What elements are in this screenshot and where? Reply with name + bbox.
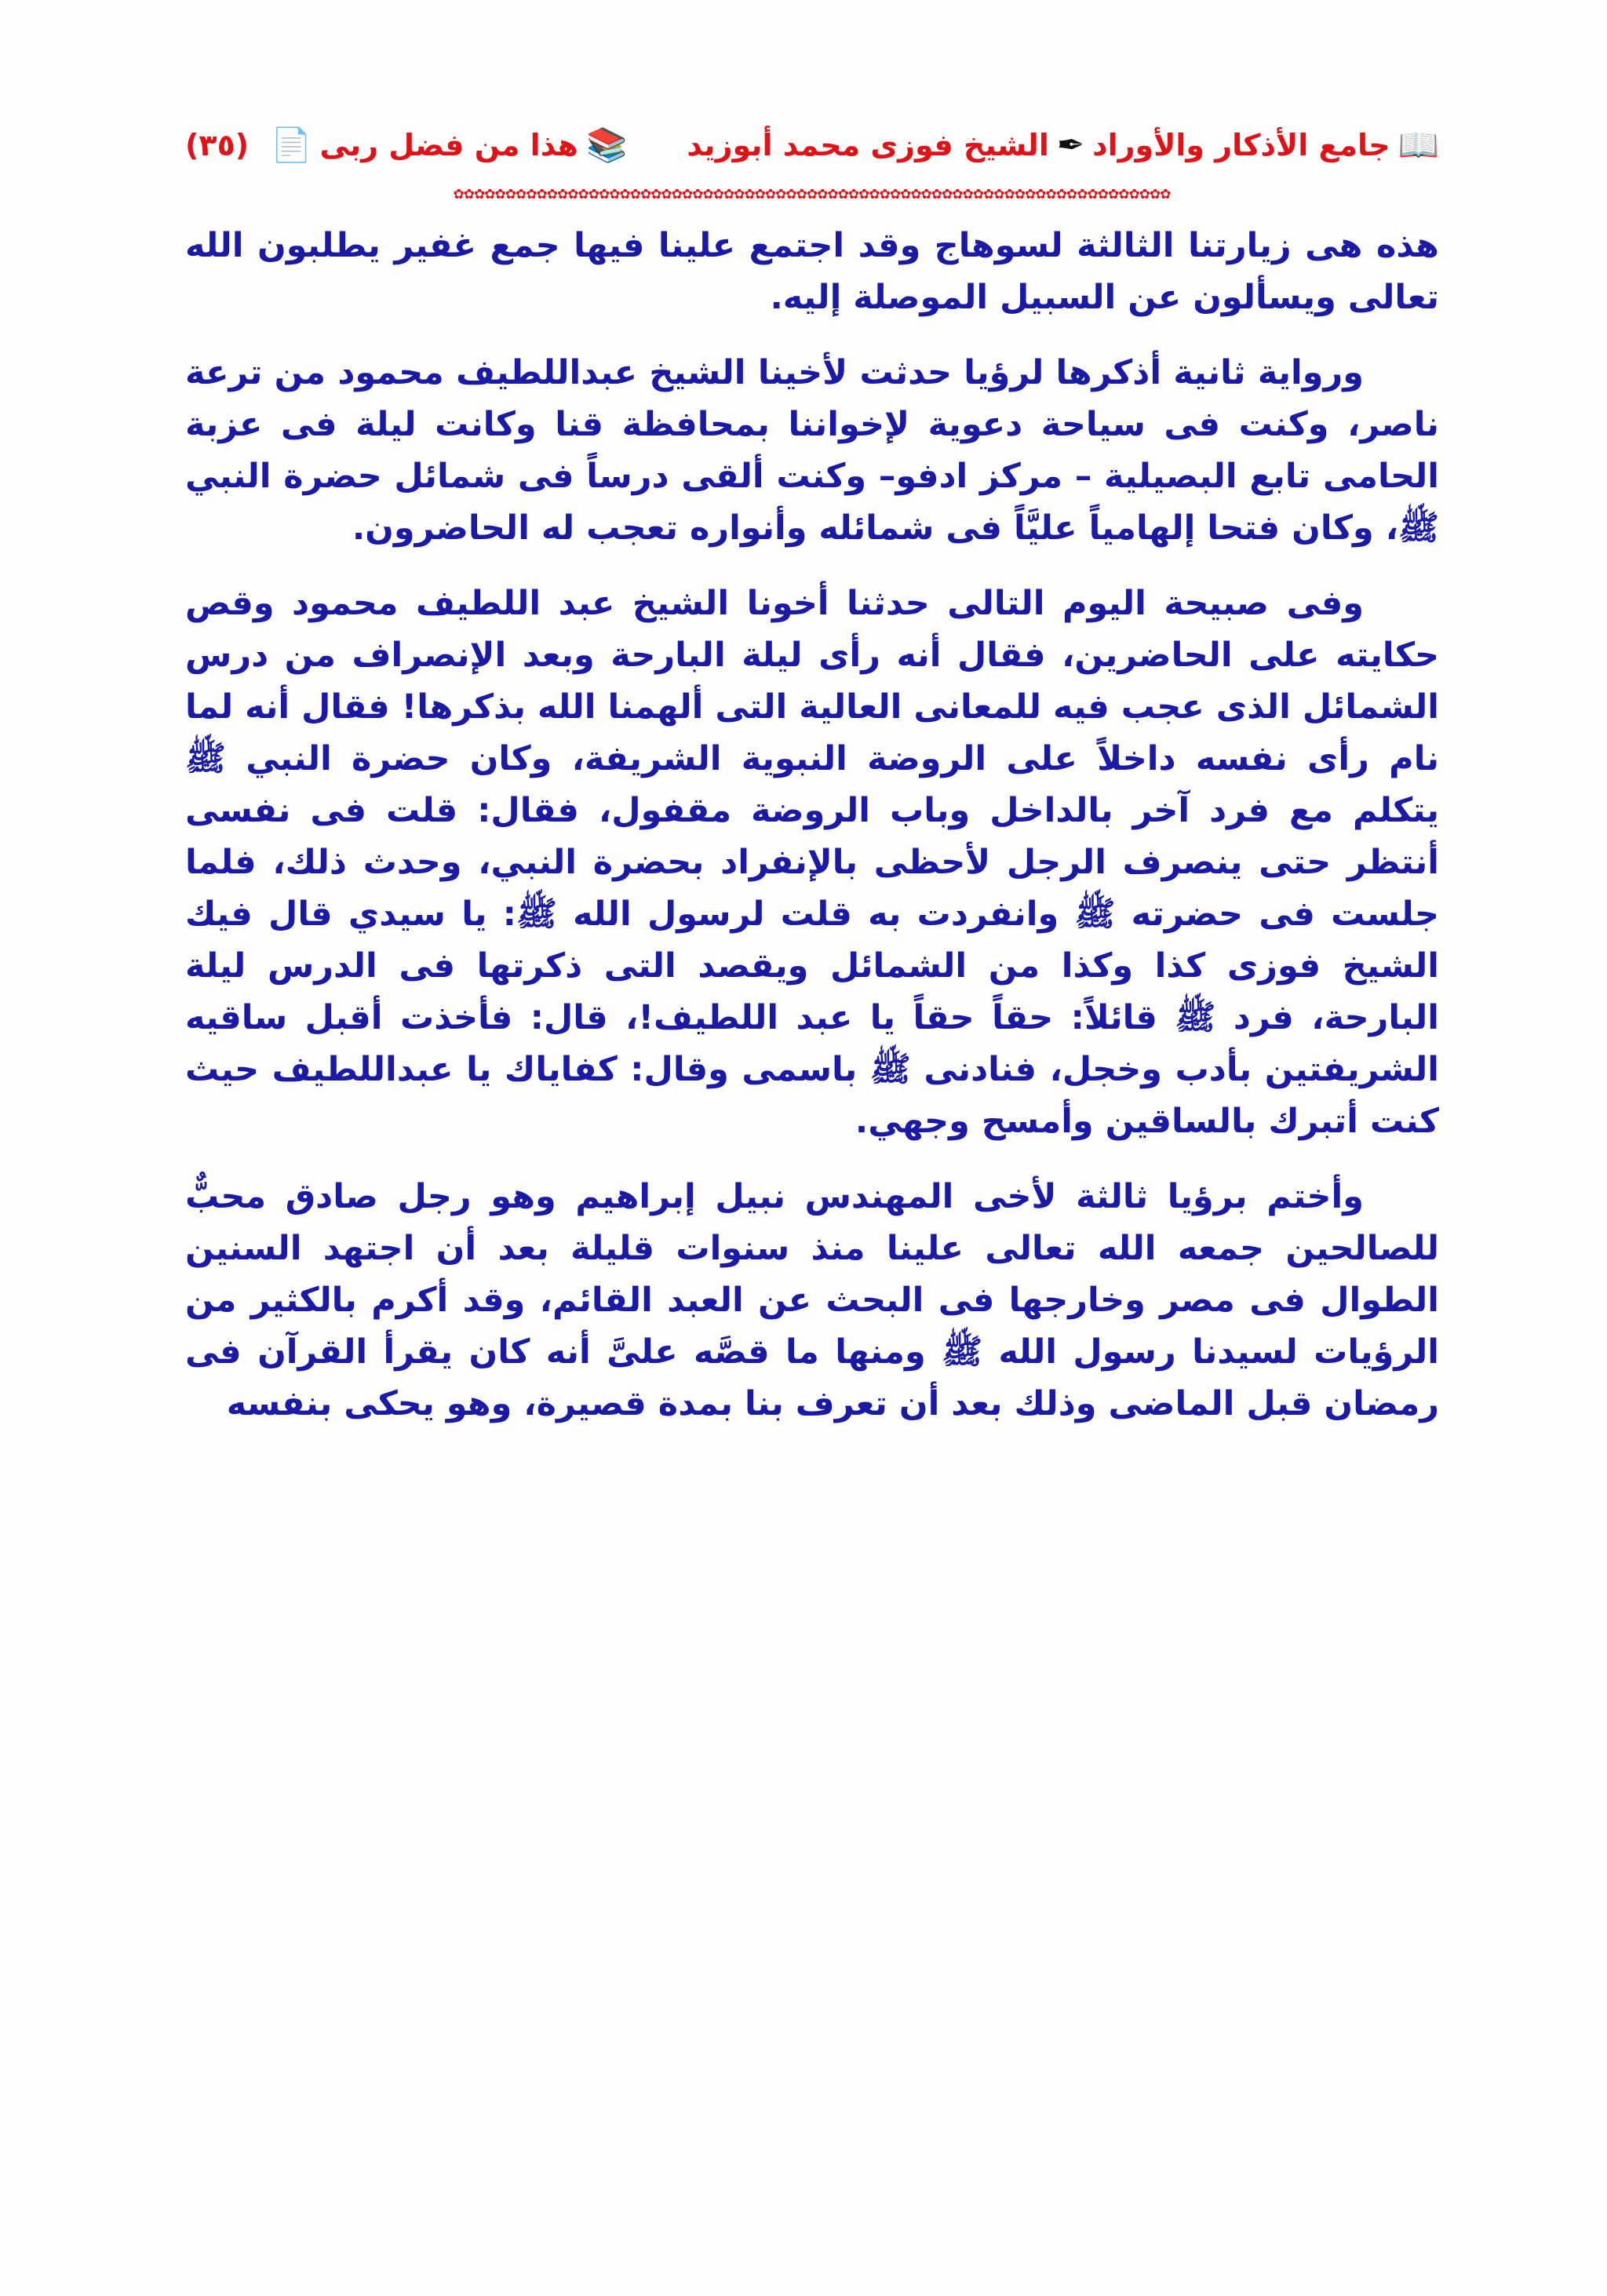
header-right-group [687,128,1439,162]
page-body [185,220,1439,1453]
author-name: الشيخ فوزى محمد أبوزيد [687,128,1049,162]
header-tagline: هذا من فضل ربى [319,128,579,162]
open-book-icon: 📖 [1397,126,1439,164]
quill-icon: ✒ [1056,126,1085,164]
running-header [185,116,1439,174]
paragraph-3: وفى صبيحة اليوم التالى حدثنا أخونا الشيخ عبد اللطيف محمود وقص حكايته على الحاضرين، فقال أنه رأى ليلة البارحة وبعد الإنصراف من درس الشمائل الذى عجب فيه للمعانى العالية التى ألهمنا الله بذكرها! فقال أنه لما نام رأى نفسه داخلاً على الروضة النبوية الشريفة، وكان حضرة النبي ﷺ يتكلم مع فرد آخر بالداخل وباب الروضة مقفول، فقال: قلت فى نفسى أنتظر حتى ينصرف الرجل لأحظى بالإنفراد بحضرة النبي، وحدث ذلك، فلما جلست فى حضرته ﷺ وانفردت به قلت لرسول الله ﷺ: يا سيدي قال فيك الشيخ فوزى كذا وكذا من الشمائل ويقصد التى ذكرتها فى الدرس ليلة البارحة، فرد ﷺ قائلاً: حقاً حقاً يا عبد اللطيف!، قال: فأخذت أقبل ساقيه الشريفتين بأدب وخجل، فنادنى ﷺ باسمى وقال: كفاياك يا عبداللطيف حيث كنت أتبرك بالساقين وأمسح وجهي. [185,584,1439,1141]
paragraph-1: هذه هى زيارتنا الثالثة لسوهاج وقد اجتمع علينا فيها جمع غفير يطلبون الله تعالى ويسألون عن السبيل الموصلة إليه. [185,226,1439,317]
book-title: جامع الأذكار والأوراد [1092,128,1390,162]
page-number: (٣٥) [185,128,250,162]
books-icon: 📚 [586,126,628,164]
header-left-group [185,128,627,162]
paragraph-4: وأختم برؤيا ثالثة لأخى المهندس نبيل إبراهيم وهو رجل صادق محبٌّ للصالحين جمعه الله تعالى علينا منذ سنوات قليلة بعد أن اجتهد السنين الطوال فى مصر وخارجها فى البحث عن العبد القائم، وقد أكرم بالكثير من الرؤيات لسيدنا رسول الله ﷺ ومنها ما قصَّه علىَّ أنه كان يقرأ القرآن فى رمضان قبل الماضى وذلك بعد أن تعرف بنا بمدة قصيرة، وهو يحكى بنفسه [185,1177,1439,1423]
document-icon: 📄 [271,126,312,164]
header-divider: ✿✿✿✿✿✿✿✿✿✿✿✿✿✿✿✿✿✿✿✿✿✿✿✿✿✿✿✿✿✿✿✿✿✿✿✿✿✿✿✿✿✿✿✿✿✿✿✿✿✿✿✿✿✿✿✿✿✿✿✿✿✿✿✿✿✿✿✿✿ [454,185,1171,202]
paragraph-2: ورواية ثانية أذكرها لرؤيا حدثت لأخينا الشيخ عبداللطيف محمود من ترعة ناصر، وكنت فى سياحة دعوية لإخواننا بمحافظة قنا وكانت ليلة فى عزبة الحامى تابع البصيلية – مركز ادفو– وكنت ألقى درساً فى شمائل حضرة النبي ﷺ، وكان فتحا إلهامياً عليَّاً فى شمائله وأنواره تعجب له الحاضرون. [185,353,1439,548]
